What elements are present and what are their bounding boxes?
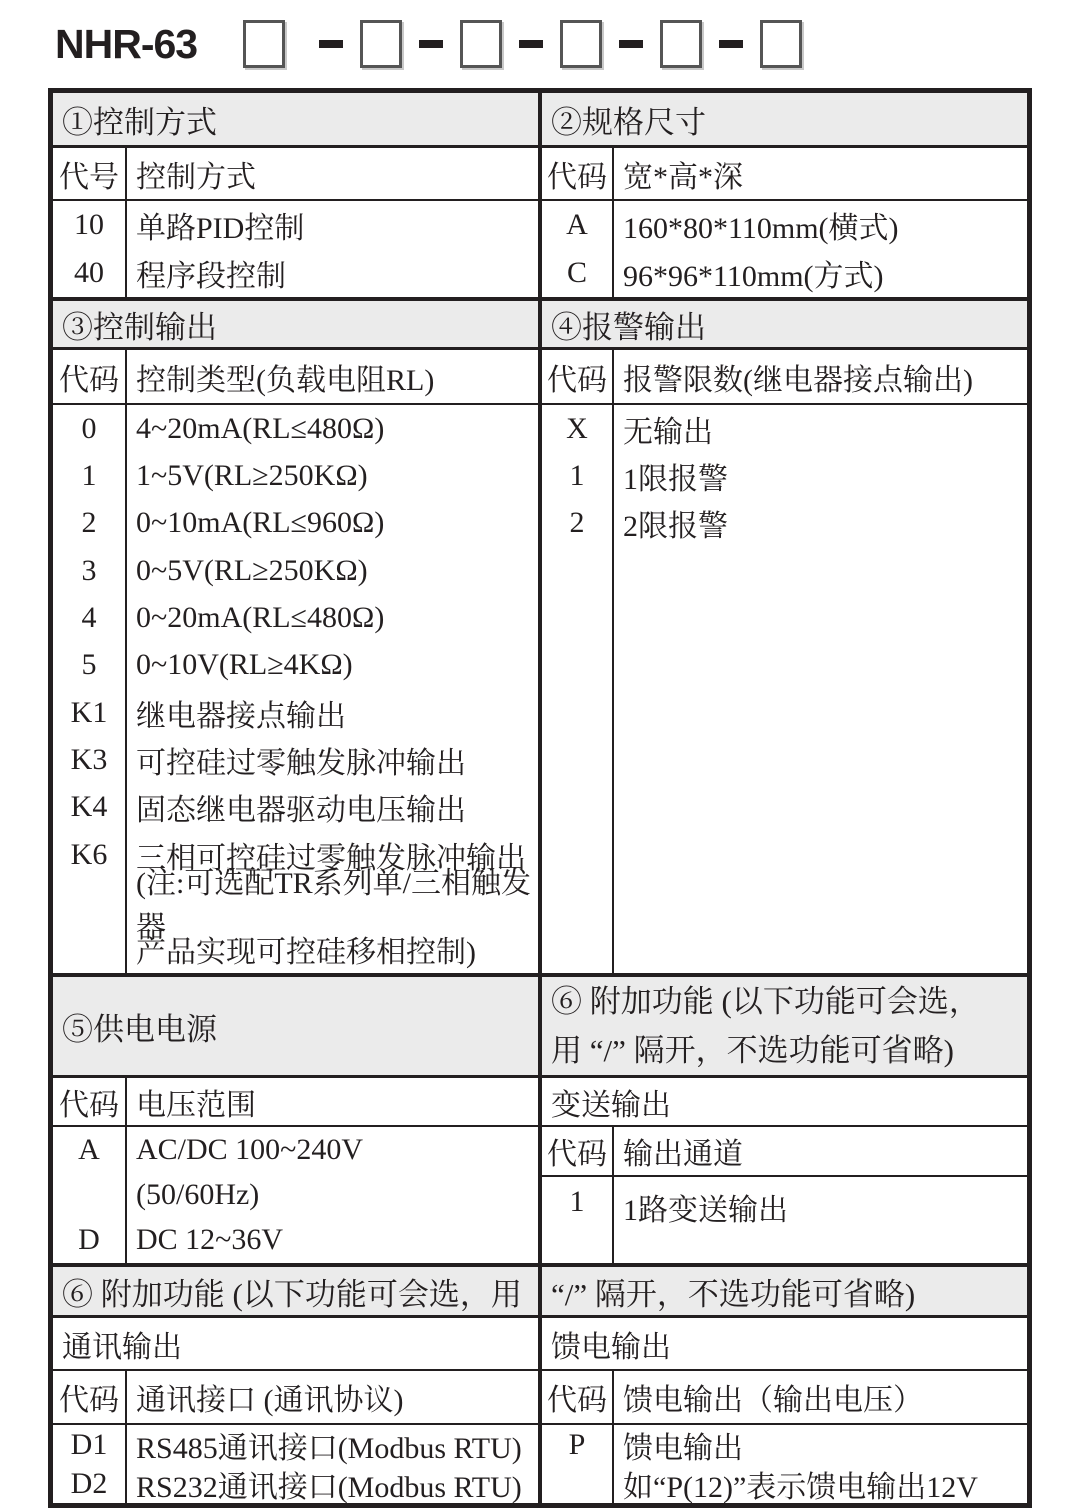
row-code: 1	[81, 458, 97, 492]
model-prefix: NHR-63	[55, 20, 198, 67]
row-code: 1	[542, 1177, 614, 1263]
section6-title	[542, 977, 1027, 1075]
row-desc: DC 12~36V	[136, 1223, 284, 1257]
row-code: D1	[70, 1427, 108, 1461]
code-header: 代码	[542, 1127, 614, 1175]
desc-header: 电压范围	[136, 1088, 256, 1122]
row-code: 3	[81, 553, 97, 587]
row-desc: 0~10mA(RL≤960Ω)	[136, 506, 385, 540]
row-code: K6	[70, 837, 108, 871]
dash-separator-icon	[519, 40, 543, 48]
row-code: K4	[70, 790, 108, 824]
row-desc: 无输出	[623, 415, 713, 449]
spec-table	[48, 88, 1032, 1508]
row-desc: 160*80*110mm(横式)	[623, 212, 899, 245]
code-header: 代码	[542, 350, 614, 403]
row-desc: 0~10V(RL≥4KΩ)	[136, 648, 353, 682]
row-code: 2	[81, 506, 97, 540]
row-code: X	[566, 411, 588, 445]
section2-title: ②规格尺寸	[551, 104, 706, 140]
section3-title-band	[53, 297, 1027, 347]
row-desc: 1路变送输出	[623, 1194, 788, 1227]
section6-title-line1: ⑥ 附加功能 (以下功能可会选，	[551, 984, 980, 1019]
section5-subheader	[53, 1075, 1027, 1125]
code-header: 代号	[53, 148, 127, 199]
row-code: D2	[70, 1466, 108, 1500]
code-header: 代码	[53, 1371, 127, 1423]
transmit-output-subheader	[542, 1127, 1027, 1177]
desc-header: 通讯接口 (通讯协议)	[136, 1384, 404, 1417]
section1-rows	[53, 199, 1027, 297]
row-desc: 如“P(12)”表示馈电输出12V	[623, 1470, 978, 1504]
row-desc: 2限报警	[623, 510, 728, 544]
row-desc: 1限报警	[623, 462, 728, 496]
row-desc: RS232通讯接口(Modbus RTU)	[136, 1470, 522, 1504]
section6-rows	[53, 1423, 1027, 1503]
transmit-output-row	[542, 1177, 1027, 1263]
row-code	[53, 1172, 125, 1217]
section6-subheader	[53, 1369, 1027, 1423]
row-desc: AC/DC 100~240V	[136, 1132, 364, 1166]
row-code: 40	[74, 256, 104, 289]
section3-title: ③控制输出	[62, 309, 217, 345]
row-code: C	[566, 256, 587, 289]
desc-header: 馈电输出（输出电压）	[623, 1384, 923, 1417]
model-blank-box	[760, 20, 802, 68]
desc-header: 输出通道	[623, 1138, 743, 1171]
row-desc: 固态继电器驱动电压输出	[136, 794, 466, 828]
row-note: (注:可选配TR系列单/三相触发器	[136, 866, 531, 944]
row-code: 4	[81, 600, 97, 634]
row-desc: 程序段控制	[136, 260, 286, 293]
row-desc: 继电器接点输出	[136, 699, 346, 733]
row-desc: 4~20mA(RL≤480Ω)	[136, 411, 385, 445]
section1-title-band	[53, 93, 1027, 145]
row-desc: 馈电输出	[623, 1431, 743, 1465]
row-desc: 0~5V(RL≥250KΩ)	[136, 553, 368, 587]
row-desc: 三相可控硅过零触发脉冲输出	[136, 841, 526, 875]
row-desc: 1~5V(RL≥250KΩ)	[136, 458, 368, 492]
dash-separator-icon	[419, 40, 443, 48]
group-header: 变送输出	[551, 1088, 671, 1122]
section3-subheader	[53, 347, 1027, 403]
dash-separator-icon	[319, 40, 343, 48]
model-blank-box	[360, 20, 402, 68]
section6-title-line2: 用 “/” 隔开，不选功能可省略)	[551, 1033, 954, 1068]
row-code: K1	[70, 695, 108, 729]
dash-separator-icon	[619, 40, 643, 48]
section3-rows	[53, 403, 1027, 973]
group-header: 通讯输出	[62, 1330, 182, 1364]
row-desc: RS485通讯接口(Modbus RTU)	[136, 1431, 522, 1465]
section6-title-right: “/” 隔开，不选功能可省略)	[551, 1276, 916, 1312]
row-code: P	[568, 1427, 586, 1461]
section6-title-band	[53, 1263, 1027, 1315]
section1-left-title: ①控制方式	[62, 104, 217, 140]
row-code	[53, 878, 125, 925]
model-blank-box	[560, 20, 602, 68]
model-blank-box	[660, 20, 702, 68]
code-header: 代码	[53, 1078, 127, 1125]
code-header: 代码	[53, 350, 127, 403]
row-code: 2	[569, 506, 585, 540]
row-code	[542, 1464, 612, 1503]
dash-separator-icon	[719, 40, 743, 48]
section5-rows	[53, 1125, 1027, 1263]
row-code: A	[78, 1132, 100, 1166]
desc-header: 控制方式	[136, 160, 256, 194]
section6-group-row	[53, 1315, 1027, 1369]
desc-header: 控制类型(负载电阻RL)	[136, 363, 435, 397]
row-desc: 单路PID控制	[136, 212, 305, 245]
row-code: 1	[569, 458, 585, 492]
section6-title-left: ⑥ 附加功能 (以下功能可会选，用	[62, 1276, 522, 1312]
model-code-line	[0, 0, 1080, 88]
desc-header: 报警限数(继电器接点输出)	[623, 363, 973, 397]
group-header: 馈电输出	[551, 1330, 671, 1364]
row-code	[53, 926, 125, 973]
model-blank-box	[460, 20, 502, 68]
section5-title-band	[53, 973, 1027, 1075]
row-code: 5	[81, 648, 97, 682]
row-code: 10	[74, 208, 104, 241]
row-desc: 96*96*110mm(方式)	[623, 260, 884, 293]
model-blank-box	[243, 20, 285, 68]
row-desc: 0~20mA(RL≤480Ω)	[136, 600, 385, 634]
row-code: D	[78, 1223, 100, 1257]
section5-title: ⑤供电电源	[62, 1011, 217, 1047]
desc-header: 宽*高*深	[623, 160, 743, 194]
row-desc: 可控硅过零触发脉冲输出	[136, 746, 466, 780]
row-desc: (50/60Hz)	[136, 1177, 260, 1211]
code-header: 代码	[542, 1371, 614, 1423]
section1-subheader	[53, 145, 1027, 199]
row-note: 产品实现可控硅移相控制)	[136, 936, 476, 970]
code-header: 代码	[542, 148, 614, 199]
row-code: 0	[81, 411, 97, 445]
row-code: K3	[70, 742, 108, 776]
row-code: A	[566, 208, 588, 241]
section4-title: ④报警输出	[551, 309, 706, 345]
